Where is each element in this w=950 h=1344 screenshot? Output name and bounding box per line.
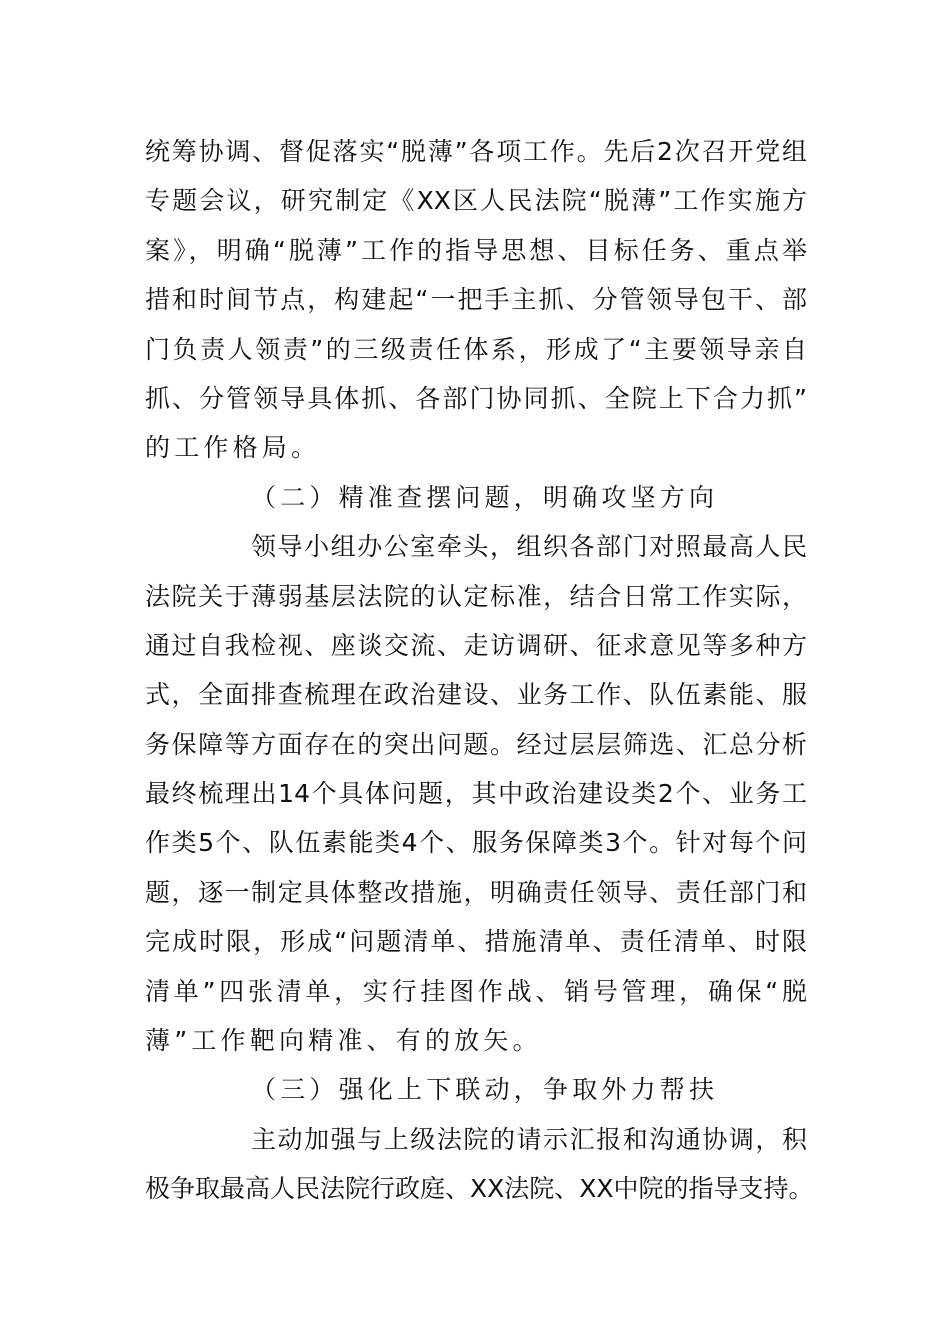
text-line: 专题会议，研究制定《XX区人民法院“脱薄”工作实施方 <box>145 186 807 216</box>
text-line: 务保障等方面存在的突出问题。经过层层筛选、汇总分析 <box>145 729 807 759</box>
text-line: 完成时限，形成“问题清单、措施清单、责任清单、时限 <box>145 927 807 957</box>
text-line: 最终梳理出14个具体问题，其中政治建设类2个、业务工 <box>145 779 807 809</box>
text-line: 主动加强与上级法院的请示汇报和沟通协调，积 <box>251 1124 807 1154</box>
document-page <box>145 127 814 1214</box>
text-line: 式，全面排查梳理在政治建设、业务工作、队伍素能、服 <box>145 680 807 710</box>
section-heading-3: （三）强化上下联动，争取外力帮扶 <box>251 1075 719 1105</box>
text-line: 案》，明确“脱薄”工作的指导思想、目标任务、重点举 <box>145 235 807 265</box>
text-line: 门负责人领责”的三级责任体系，形成了“主要领导亲自 <box>145 334 807 364</box>
text-line: 题，逐一制定具体整改措施，明确责任领导、责任部门和 <box>145 877 807 907</box>
text-line: 薄”工作靶向精准、有的放矢。 <box>145 1026 542 1056</box>
text-line: 措和时间节点，构建起“一把手主抓、分管领导包干、部 <box>145 285 807 315</box>
section-heading-2: （二）精准查摆问题，明确攻坚方向 <box>251 482 719 512</box>
text-line: 通过自我检视、座谈交流、走访调研、征求意见等多种方 <box>145 630 807 660</box>
text-line: 清单”四张清单，实行挂图作战、销号管理，确保“脱 <box>145 976 807 1006</box>
paragraph-problem-identification <box>145 522 807 1065</box>
text-line: 的工作格局。 <box>145 433 321 463</box>
text-line: 作类5个、队伍素能类4个、服务保障类3个。针对每个问 <box>145 828 807 858</box>
text-line: 法院关于薄弱基层法院的认定标准，结合日常工作实际， <box>145 581 807 611</box>
text-line: 领导小组办公室牵头，组织各部门对照最高人民 <box>251 532 807 562</box>
paragraph-external-support <box>145 1115 814 1214</box>
text-line: 抓、分管领导具体抓、各部门协同抓、全院上下合力抓” <box>145 383 807 413</box>
paragraph-leadership-structure <box>145 127 807 473</box>
text-line: 统筹协调、督促落实“脱薄”各项工作。先后2次召开党组 <box>145 137 807 166</box>
text-line: 极争取最高人民法院行政庭、XX法院、XX中院的指导支持。 <box>145 1174 814 1204</box>
